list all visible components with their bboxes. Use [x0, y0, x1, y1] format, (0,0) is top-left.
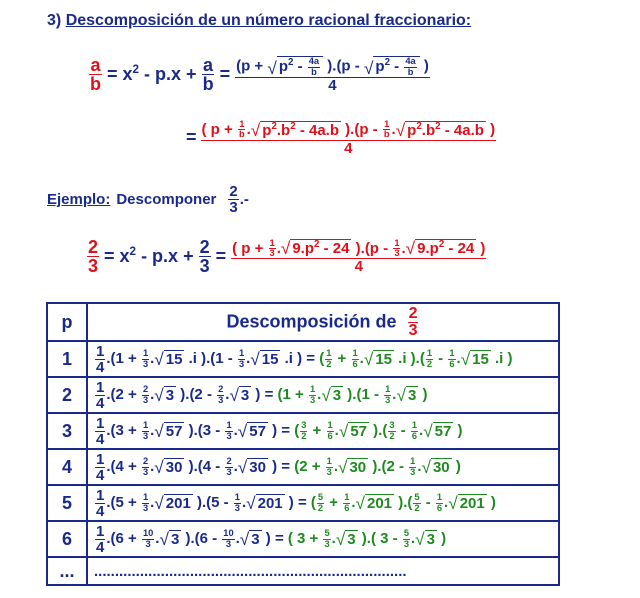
row-expression: $\frac{1}{4}$ .(5 + $\frac{1}{3}$ . √ 201 ).(5 - $\frac{1}{3}$ . √ 201 ) = ( $\frac{5}{2}$ + $\frac{1}{6}$ . √ 201 ).( $\frac{5}{2}$ - $\frac{1}{6}$ . √ 201 ) — [87, 485, 559, 521]
example-fraction: $\frac{2}{3}$ — [229, 183, 238, 216]
example-line: Ejemplo: Descomponer $\frac{2}{3}$ .- — [47, 183, 249, 216]
table-row — [47, 449, 559, 485]
heading-number: 3) — [47, 12, 62, 29]
table-row — [47, 485, 559, 521]
formula2-fraction: ( p + $\frac{1}{b}$ . √ $p^2.b^2 - 4a.b$ ).(p - $\frac{1}{b}$ . √ $p^2.b^2 - 4a.b$ ) 4 — [201, 119, 496, 157]
decomposition-table — [46, 302, 560, 586]
row-p: ... — [47, 557, 87, 585]
table-row — [47, 557, 559, 585]
row-p: 3 — [47, 413, 87, 449]
row-expression: $\frac{1}{4}$ .(6 + $\frac{10}{3}$ . √ 3 ).(6 - $\frac{10}{3}$ . √ 3 ) = ( 3 + $\frac{5}{3}$ . √ 3 ).( 3 - $\frac{5}{3}$ . √ 3 ) — [87, 521, 559, 557]
table-row — [47, 377, 559, 413]
row-p: 5 — [47, 485, 87, 521]
formula3-lhs-fraction: $\frac{2}{3}$ — [88, 237, 99, 276]
row-expression: $\frac{1}{4}$ .(3 + $\frac{1}{3}$ . √ 57 ).(3 - $\frac{1}{3}$ . √ 57 ) = ( $\frac{3}{2}$ + $\frac{1}{6}$ . √ 57 ).( $\frac{3}{2}$ - $\frac{1}{6}$ . √ 57 ) — [87, 413, 559, 449]
header-fraction: $\frac{2}{3}$ — [408, 304, 418, 339]
section-heading — [47, 12, 471, 30]
formula3-two-thirds: $\frac{2}{3}$ — [199, 237, 210, 276]
formula-2: = ( p + $\frac{1}{b}$ . √ $p^2.b^2 - 4a.b$ ).(p - $\frac{1}{b}$ . √ $p^2.b^2 - 4a.b$ ) 4 — [186, 119, 496, 157]
formula1-lhs-fraction: $\frac{a}{b}$ — [90, 55, 101, 94]
table-row — [47, 521, 559, 557]
row-p: 2 — [47, 377, 87, 413]
formula-1: $\frac{a}{b}$ = $x^2 - p.x$ + $\frac{a}{b}$ = (p + √ $p^2$ - $\frac{4a}{b}$ ).(p - √ $p^2$ - $\frac{4a}{b}$ ) 4 — [90, 55, 429, 94]
row-p: 6 — [47, 521, 87, 557]
table-row — [47, 413, 559, 449]
table-header-row — [47, 303, 559, 341]
header-title-cell — [87, 303, 559, 341]
row-expression: $\frac{1}{4}$ .(4 + $\frac{2}{3}$ . √ 30 ).(4 - $\frac{2}{3}$ . √ 30 ) = (2 + $\frac{1}{3}$ . √ 30 ).(2 - $\frac{1}{3}$ . √ 30 ) — [87, 449, 559, 485]
heading-title: Descomposición de un número racional fraccionario: — [65, 12, 472, 29]
formula1-a-over-b: $\frac{a}{b}$ — [202, 55, 214, 94]
example-text: Descomponer — [116, 191, 217, 208]
row-p: 4 — [47, 449, 87, 485]
row-expression: $\frac{1}{4}$ .(2 + $\frac{2}{3}$ . √ 3 ).(2 - $\frac{2}{3}$ . √ 3 ) = (1 + $\frac{1}{3}$ . √ 3 ).(1 - $\frac{1}{3}$ . √ 3 ) — [87, 377, 559, 413]
example-label: Ejemplo: — [47, 191, 111, 208]
formula1-big-fraction: (p + √ $p^2$ - $\frac{4a}{b}$ ).(p - √ $p^2$ - $\frac{4a}{b}$ ) 4 — [236, 56, 429, 94]
row-p: 1 — [47, 341, 87, 377]
formula3-fraction: ( p + $\frac{1}{3}$ . √ $9.p^2 - 24$ ).(p - $\frac{1}{3}$ . √ $9.p^2 - 24$ ) 4 — [232, 237, 486, 276]
row-expression: ........................................................................... — [87, 557, 559, 585]
table-row — [47, 341, 559, 377]
formula-3: $\frac{2}{3}$ = $x^2 - p.x$ + $\frac{2}{3}$ = ( p + $\frac{1}{3}$ . √ $9.p^2 - 24$ ).(p - $\frac{1}{3}$ . √ $9.p^2 - 24$ ) 4 — [88, 237, 486, 276]
row-expression: $\frac{1}{4}$ .(1 + $\frac{1}{3}$ . √ 15 .i ).(1 - $\frac{1}{3}$ . √ 15 .i ) = ( $\frac{1}{2}$ + $\frac{1}{6}$ . √ 15 .i ).( $\frac{1}{2}$ - $\frac{1}{6}$ . √ 15 .i ) — [87, 341, 559, 377]
header-title: Descomposición de — [226, 310, 397, 331]
header-p: p — [47, 303, 87, 341]
